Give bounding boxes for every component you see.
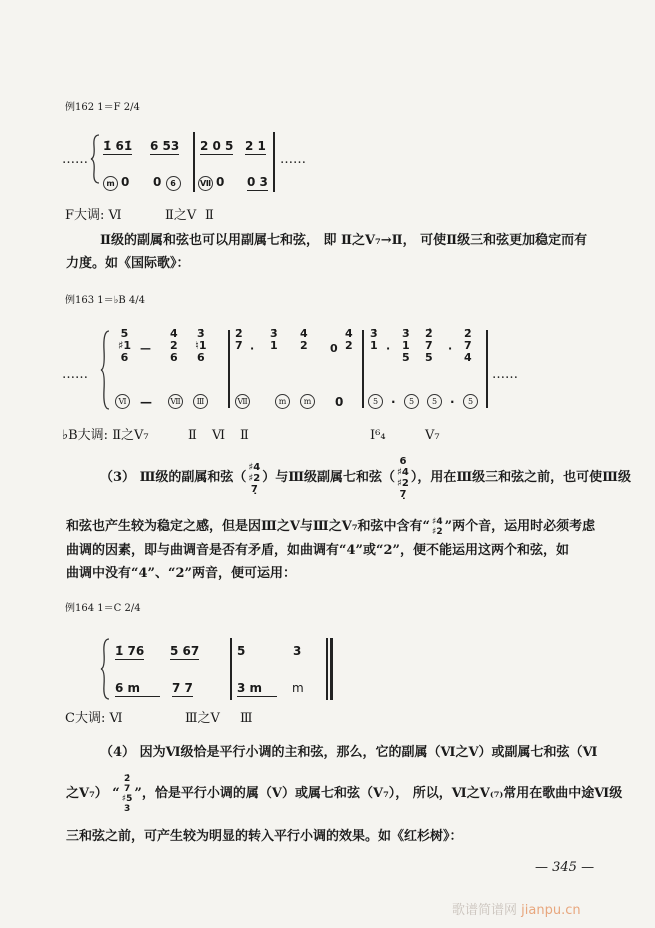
bass-group: m xyxy=(292,681,304,695)
barline xyxy=(230,638,232,700)
bass-symbol: 0 xyxy=(335,395,344,409)
note-group: 2 0 5 xyxy=(200,139,234,153)
example-164-title: 例164 1＝C 2/4 xyxy=(65,603,141,614)
continuation-dots: …… xyxy=(280,152,306,167)
note-group: 2 1 xyxy=(245,139,266,153)
chord-circle: 5 xyxy=(404,394,419,409)
chord-circle: m xyxy=(275,394,290,409)
chord-column: 0 xyxy=(330,342,338,355)
barline xyxy=(193,132,195,192)
harmony-label: Ⅲ之Ⅴ xyxy=(185,711,220,726)
page-number: — 345 — xyxy=(535,860,595,875)
harmony-label: ♭B大调: Ⅱ之Ⅴ₇ xyxy=(62,428,149,443)
note-group: 6 53 xyxy=(150,139,180,153)
chord-stack: ♯4 ♯2 7̣ xyxy=(248,461,261,495)
chord-circle: m xyxy=(300,394,315,409)
harmony-label: Ⅱ xyxy=(240,428,249,443)
note-group: 1̇ 61̇ xyxy=(103,139,133,153)
paragraph-line: （4） 因为Ⅵ级恰是平行小调的主和弦，那么，它的副属（Ⅵ之Ⅴ）或副属七和弦（Ⅵ xyxy=(100,745,598,760)
chord-stack: 6 ♯4 ♯2 7̣ xyxy=(397,456,409,500)
harmony-label: C大调: Ⅵ xyxy=(65,711,123,726)
chord-circle: Ⅲ xyxy=(193,394,208,409)
harmony-label: Ⅰ⁶₄ xyxy=(370,428,386,443)
harmony-label: Ⅴ₇ xyxy=(425,428,440,443)
barline xyxy=(486,330,488,408)
chord-column: 3̇ 1 xyxy=(370,327,378,352)
chord-circle: 5 xyxy=(463,394,478,409)
barline xyxy=(228,330,230,408)
barline xyxy=(362,330,364,408)
chord-column: 5̇ ♯1 6 xyxy=(118,327,131,364)
chord-circle: m xyxy=(103,176,118,191)
paragraph-line: 三和弦之前，可产生较为明显的转入平行小调的效果。如《红杉树》： xyxy=(66,829,463,844)
paragraph-line: 曲调的因素，即与曲调音是否有矛盾，如曲调有“4”或“2”，便不能运用这两个和弦，如 xyxy=(66,543,570,558)
example-163-title: 例163 1＝♭B 4/4 xyxy=(65,295,145,306)
chord-stack: ♯4 ♯2 xyxy=(432,517,443,537)
harmony-label: F大调: Ⅵ xyxy=(65,208,122,223)
chord-column: · xyxy=(386,342,391,355)
chord-column: · xyxy=(448,342,453,355)
chord-circle: Ⅶ xyxy=(235,394,250,409)
continuation-dots: …… xyxy=(62,152,88,167)
bass-group: 3 m xyxy=(237,680,277,697)
chord-circle: Ⅶ xyxy=(198,176,213,191)
chord-circle: 6 xyxy=(166,176,181,191)
harmony-label: Ⅱ xyxy=(205,208,214,223)
bass-group: Ⅶ 0 xyxy=(199,175,225,189)
bass-group: 0 6 xyxy=(153,174,184,191)
note: 5 xyxy=(237,644,246,658)
bass-symbol: — xyxy=(140,395,152,409)
chord-column: 4̇ 2 6 xyxy=(170,327,178,364)
chord-column: — xyxy=(140,342,151,355)
bass-group: m 0 xyxy=(103,174,129,191)
harmony-label: Ⅱ xyxy=(188,428,197,443)
bass-group: 6 m xyxy=(115,680,160,697)
barline xyxy=(273,132,275,192)
harmony-label: Ⅲ xyxy=(240,711,253,726)
bass-group: 7 7 xyxy=(172,681,193,695)
chord-stack: 2̇ 7 ♯5 3 xyxy=(121,774,133,814)
harmony-label: Ⅱ之Ⅴ xyxy=(165,208,197,223)
chord-column: 2̂ 7 5 xyxy=(425,327,433,364)
harmony-label: Ⅵ xyxy=(212,428,226,443)
note-group: 1̇ 76 xyxy=(115,644,145,658)
system-brace xyxy=(100,330,110,410)
chord-column: 3̇ ♮1 6 xyxy=(195,327,207,364)
chord-column: 4̇ 2 xyxy=(345,327,353,352)
watermark: 歌谱简谱网 jianpu.cn xyxy=(452,903,581,918)
chord-column: 3̇ 1 5 xyxy=(402,327,410,364)
note-group: 5 67 xyxy=(170,644,200,658)
continuation-dots: …… xyxy=(492,367,518,382)
bass-group: 0 3 xyxy=(247,175,268,189)
system-brace xyxy=(100,638,110,700)
paragraph-line: 之Ⅴ₇） “ 2̇ 7 ♯5 3 ”，恰是平行小调的属（Ⅴ）或属七和弦（Ⅴ₇）， 所以，Ⅵ之Ⅴ₍₇₎常用在歌曲中途Ⅵ级 xyxy=(66,774,623,814)
chord-column: 3̇ 1 xyxy=(270,327,278,352)
paragraph-line: 力度。如《国际歌》： xyxy=(66,256,190,271)
chord-column: · xyxy=(250,342,255,355)
system-brace xyxy=(90,134,100,184)
example-162-title: 例162 1＝F 2/4 xyxy=(65,102,140,113)
continuation-dots: …… xyxy=(62,367,88,382)
chord-column: 4̇ 2 xyxy=(300,327,308,352)
chord-column: 2̇ 7 4 xyxy=(464,327,472,364)
chord-circle: Ⅶ xyxy=(168,394,183,409)
chord-column: 2̇ 7 xyxy=(235,327,243,352)
bass-symbol: · xyxy=(391,395,396,409)
note: 3 xyxy=(293,644,302,658)
final-barline xyxy=(326,638,328,700)
bass-symbol: · xyxy=(450,395,455,409)
chord-circle: Ⅵ xyxy=(115,394,130,409)
paragraph-line: 曲调中没有“4”、“2”两音，便可运用： xyxy=(66,566,297,581)
paragraph-line: 和弦也产生较为稳定之感，但是因Ⅲ之Ⅴ与Ⅲ之Ⅴ₇和弦中含有“ ♯4 ♯2 ”两个音，运用时必须考虑 xyxy=(66,517,596,537)
chord-circle: 5 xyxy=(427,394,442,409)
paragraph-line: Ⅱ级的副属和弦也可以用副属七和弦， 即 Ⅱ之Ⅴ₇→Ⅱ， 可使Ⅱ级三和弦更加稳定而有 xyxy=(100,233,588,248)
chord-circle: 5 xyxy=(368,394,383,409)
final-barline-thick xyxy=(330,638,333,700)
paragraph-line: （3） Ⅲ级的副属和弦（ ♯4 ♯2 7̣ ）与Ⅲ级副属七和弦（ 6 ♯4 ♯2 7̣ ），用在Ⅲ级三和弦之前，也可使Ⅲ级 xyxy=(100,456,632,500)
